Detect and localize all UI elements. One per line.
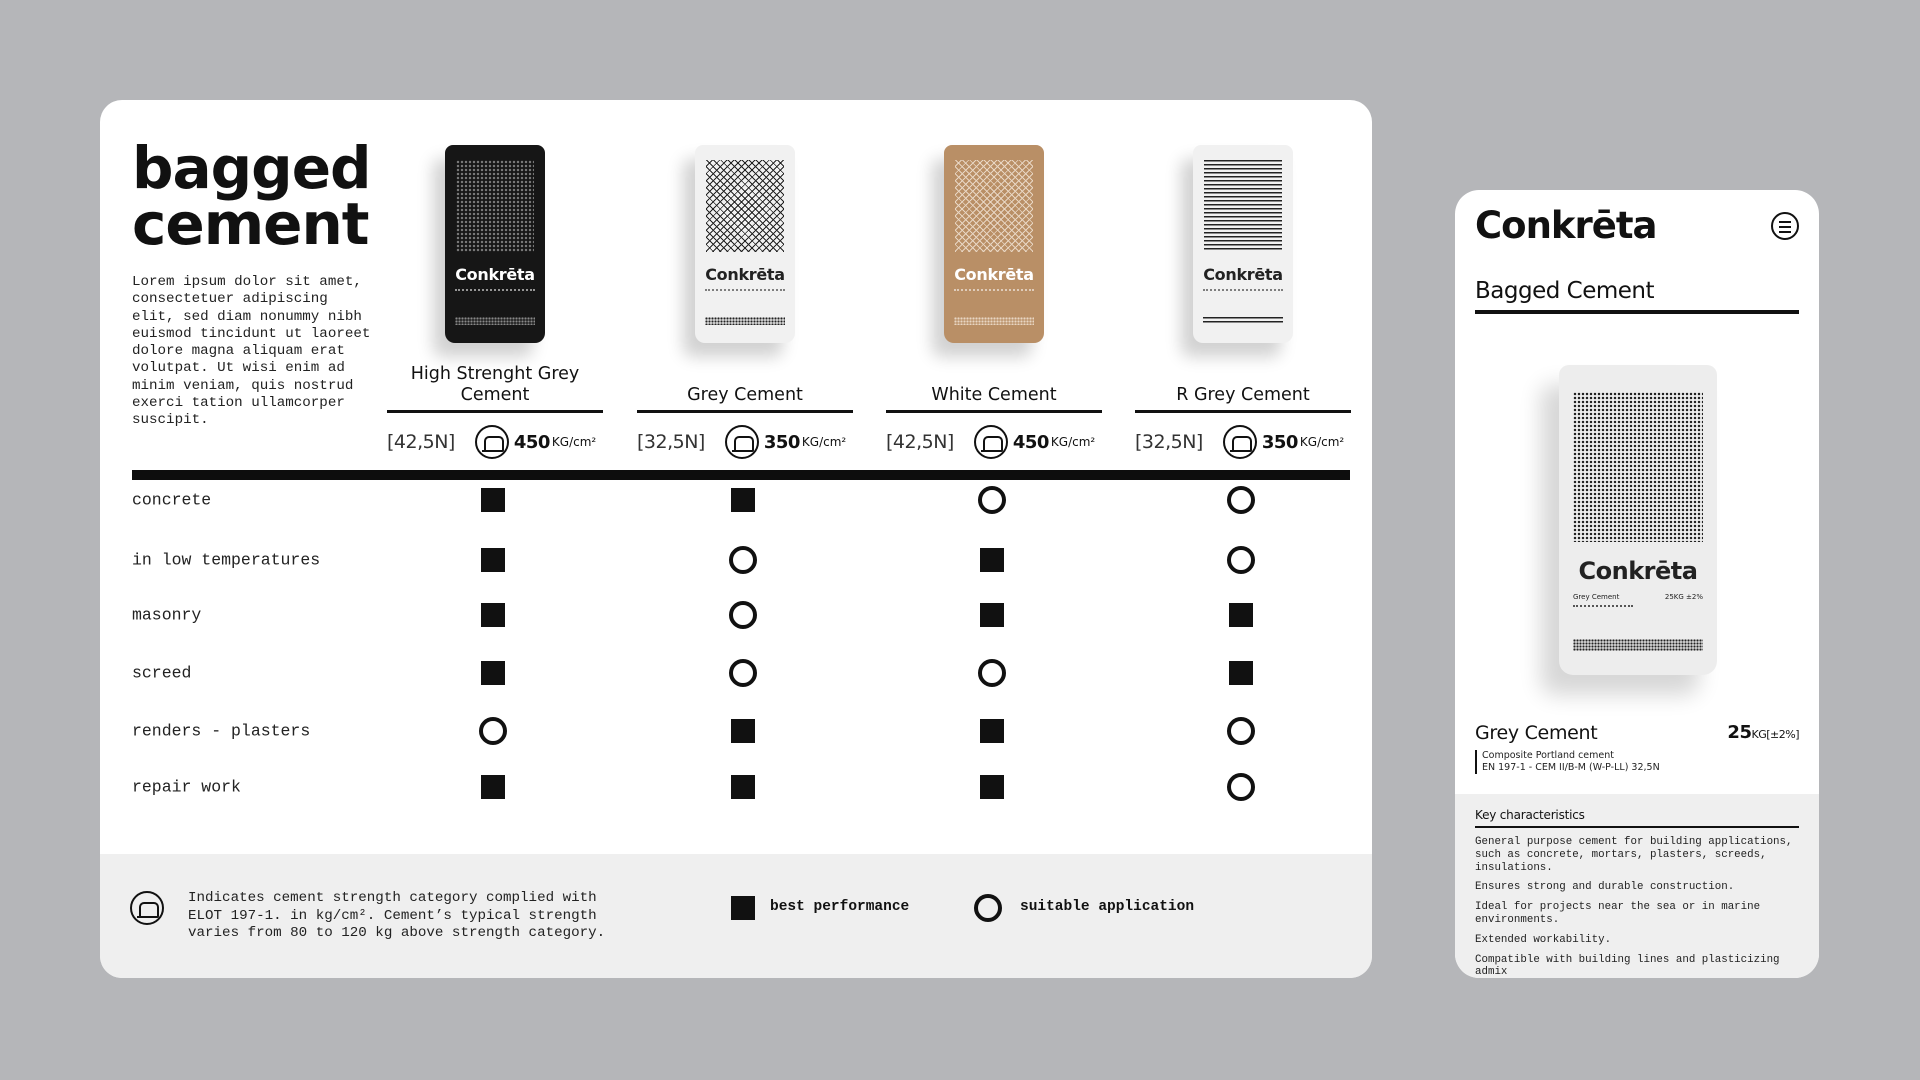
intro-description: Lorem ipsum dolor sit amet, consectetuer adipiscing elit, sed diam nonummy nibh euismod tincidunt ut laoreet dolore magna aliquam erat volutpat. Ut wisi enim ad minim veniam, quis nostrud exerci tation ullamcorper suscipit. xyxy=(132,274,371,429)
strength-unit: KG/cm² xyxy=(551,435,597,449)
best-performance-icon xyxy=(729,486,757,514)
strength-class: [42,5N] xyxy=(387,431,455,453)
bag-fine-print xyxy=(705,289,785,303)
strength-unit: KG/cm² xyxy=(1299,435,1345,449)
suitable-application-icon xyxy=(978,659,1006,687)
bag-pattern xyxy=(456,160,534,252)
best-performance-icon xyxy=(1227,601,1255,629)
best-performance-icon xyxy=(1227,659,1255,687)
best-performance-label: best performance xyxy=(770,899,910,915)
best-performance-icon xyxy=(479,659,507,687)
weight-icon xyxy=(1223,425,1257,459)
product-high-strength-grey-cement[interactable] xyxy=(387,145,603,453)
cement-bag-image xyxy=(944,145,1044,343)
product-name: Grey Cement xyxy=(1475,722,1598,744)
mobile-product-card xyxy=(1455,190,1819,978)
strength-value: 350 xyxy=(763,431,800,453)
product-name: White Cement xyxy=(931,385,1057,405)
suitable-application-icon xyxy=(729,546,757,574)
strength-value: 450 xyxy=(1012,431,1049,453)
cement-bag-image xyxy=(1559,365,1717,675)
subtitle-line-1: Composite Portland cement xyxy=(1482,750,1614,761)
bag-fine-print xyxy=(1203,289,1283,303)
page-title xyxy=(132,134,371,258)
product-columns xyxy=(387,145,1372,453)
weight-icon xyxy=(725,425,759,459)
section-title-rule xyxy=(1475,310,1799,314)
weight-unit: KG xyxy=(1751,728,1767,741)
list-item: Ensures strong and durable construction. xyxy=(1475,881,1735,894)
strength-class: [32,5N] xyxy=(637,431,705,453)
best-performance-icon xyxy=(729,717,757,745)
bag-pattern xyxy=(706,160,784,252)
square-icon xyxy=(731,896,755,920)
bag-pattern xyxy=(1573,392,1703,542)
strength-unit: KG/cm² xyxy=(1050,435,1096,449)
application-label: renders - plasters xyxy=(132,721,311,741)
list-item: Compatible with building lines and plasticizing admix xyxy=(1475,953,1780,978)
strength-class: [42,5N] xyxy=(886,431,954,453)
product-spec xyxy=(1135,424,1351,460)
best-performance-icon xyxy=(978,773,1006,801)
title-line-1: bagged xyxy=(132,134,371,202)
suitable-application-icon xyxy=(729,601,757,629)
suitable-application-icon xyxy=(1227,773,1255,801)
suitable-application-icon xyxy=(729,659,757,687)
weight-icon xyxy=(475,425,509,459)
strength-value: 450 xyxy=(513,431,550,453)
best-performance-icon xyxy=(978,717,1006,745)
strength-unit: KG/cm² xyxy=(801,435,847,449)
bag-brand: Conkrēta xyxy=(954,265,1034,284)
product-name: Grey Cement xyxy=(687,385,803,405)
circle-icon xyxy=(974,894,1002,922)
cement-bag-image xyxy=(445,145,545,343)
product-divider xyxy=(387,410,603,413)
table-row xyxy=(132,653,1350,693)
table-row xyxy=(132,480,1350,520)
bag-pattern xyxy=(955,160,1033,252)
table-row xyxy=(132,595,1350,635)
bag-pattern xyxy=(1204,160,1282,252)
bag-footer-strip xyxy=(705,317,785,325)
list-item: Ideal for projects near the sea or in marine environments. xyxy=(1475,901,1761,926)
best-performance-icon xyxy=(479,486,507,514)
bag-fine-print xyxy=(954,289,1034,303)
product-name: R Grey Cement xyxy=(1176,385,1310,405)
suitable-application-icon xyxy=(1227,717,1255,745)
product-r-grey-cement[interactable] xyxy=(1135,145,1351,453)
key-characteristics-title: Key characteristics xyxy=(1475,808,1585,822)
weight-icon xyxy=(974,425,1008,459)
table-row xyxy=(132,767,1350,807)
best-performance-icon xyxy=(978,601,1006,629)
best-performance-icon xyxy=(978,546,1006,574)
suitable-application-icon xyxy=(1227,546,1255,574)
bag-footer-strip xyxy=(954,317,1034,325)
list-item: Extended workability. xyxy=(1475,933,1612,946)
product-divider xyxy=(886,410,1102,413)
cement-comparison-card xyxy=(100,100,1372,978)
product-divider xyxy=(1135,410,1351,413)
application-label: masonry xyxy=(132,605,202,625)
list-item: General purpose cement for building applications, such as concrete, mortars, plasters, screeds, insulations. xyxy=(1475,836,1793,874)
weight-icon xyxy=(130,891,164,925)
title-line-2: cement xyxy=(132,190,369,258)
product-grey-cement[interactable] xyxy=(637,145,853,453)
bag-brand: Conkrēta xyxy=(705,265,785,284)
suitable-application-icon xyxy=(1227,486,1255,514)
key-characteristics-rule xyxy=(1475,826,1799,828)
product-spec xyxy=(637,424,853,460)
cement-bag-image xyxy=(1193,145,1293,343)
weight-value: 25 xyxy=(1727,722,1752,743)
brand-logo[interactable]: Conkrēta xyxy=(1475,204,1657,247)
suitable-application-icon xyxy=(479,717,507,745)
bag-fine-print xyxy=(455,289,535,303)
product-weight xyxy=(1727,722,1799,743)
application-label: screed xyxy=(132,663,192,683)
bag-brand: Conkrēta xyxy=(1203,265,1283,284)
table-header-rule xyxy=(132,470,1350,480)
strength-value: 350 xyxy=(1261,431,1298,453)
application-label: in low temperatures xyxy=(132,550,321,570)
bag-footer-strip xyxy=(1203,317,1283,325)
bag-brand: Conkrēta xyxy=(1578,557,1698,585)
table-row xyxy=(132,540,1350,580)
key-characteristics-list xyxy=(1475,836,1805,978)
suitable-application-icon xyxy=(978,486,1006,514)
bag-fine-right: 25KG ±2% xyxy=(1664,593,1703,601)
best-performance-icon xyxy=(729,773,757,801)
application-label: concrete xyxy=(132,490,212,510)
table-row xyxy=(132,711,1350,751)
bag-fine-print xyxy=(1573,605,1633,615)
application-label: repair work xyxy=(132,777,241,797)
best-performance-icon xyxy=(479,601,507,629)
best-performance-icon xyxy=(479,546,507,574)
product-white-cement[interactable] xyxy=(886,145,1102,453)
bag-brand: Conkrēta xyxy=(455,265,535,284)
weight-tolerance: [±2%] xyxy=(1766,728,1799,741)
product-spec xyxy=(886,424,1102,460)
bag-footer-strip xyxy=(1573,639,1703,651)
strength-note: Indicates cement strength category complied with ELOT 197-1. in kg/cm². Cement’s typical strength varies from 80 to 120 kg above strength category. xyxy=(188,890,606,941)
subtitle-line-2: EN 197-1 - CEM II/B-M (W-P-LL) 32,5N xyxy=(1482,762,1660,773)
best-performance-icon xyxy=(479,773,507,801)
product-name: High Strenght Grey Cement xyxy=(410,364,580,405)
bag-fine-left: Grey Cement xyxy=(1573,593,1620,601)
suitable-application-label: suitable application xyxy=(1020,899,1195,915)
menu-icon[interactable] xyxy=(1771,212,1799,240)
product-divider xyxy=(637,410,853,413)
legend-panel xyxy=(100,854,1372,978)
cement-bag-image xyxy=(695,145,795,343)
product-spec xyxy=(387,424,603,460)
bag-footer-strip xyxy=(455,317,535,325)
strength-class: [32,5N] xyxy=(1135,431,1203,453)
product-subtitle xyxy=(1475,750,1660,774)
section-title: Bagged Cement xyxy=(1475,278,1654,304)
